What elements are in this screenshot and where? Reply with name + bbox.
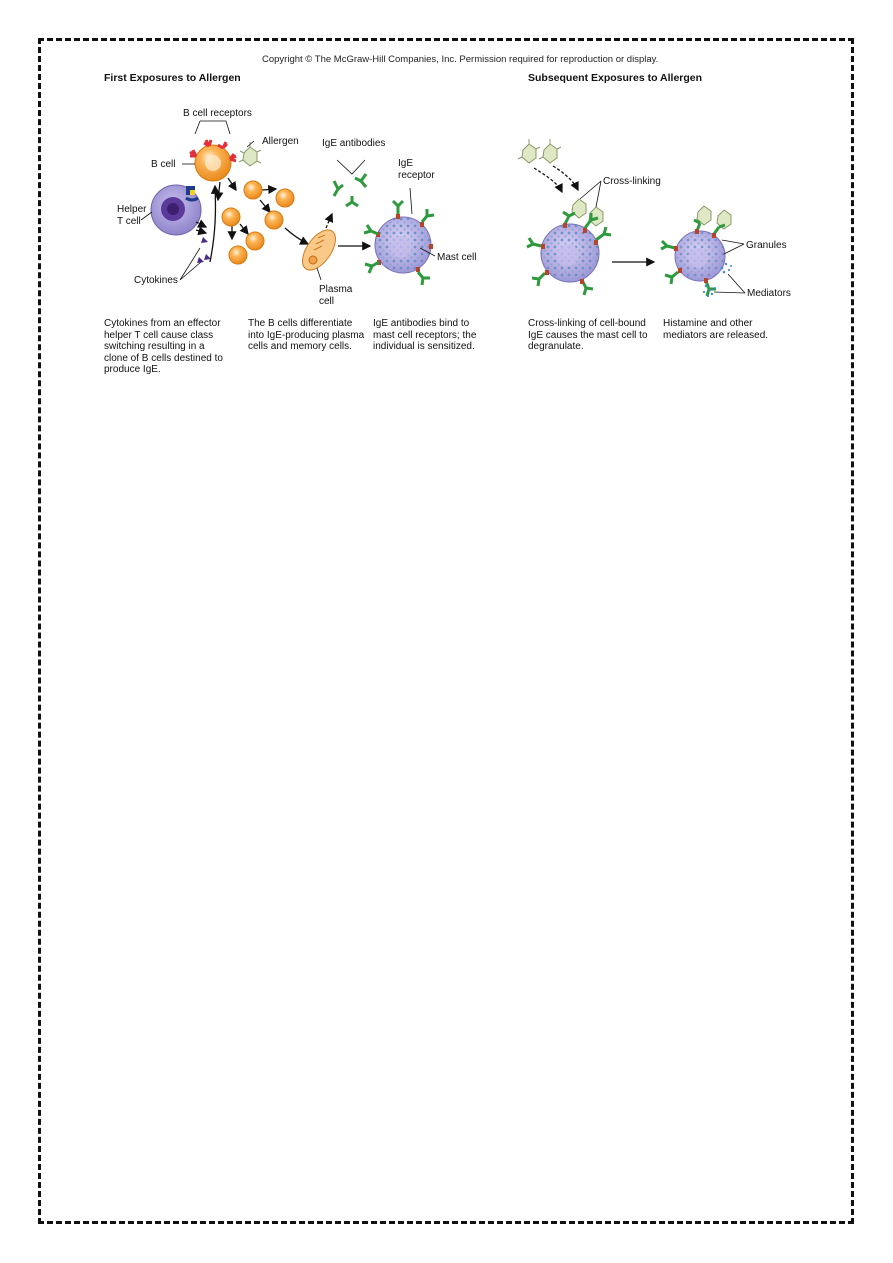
- caption-cross-linking: Cross-linking of cell-bound IgE causes the mast cell to degranulate.: [528, 318, 648, 352]
- label-ige-receptor-line2: receptor: [398, 170, 435, 181]
- label-cross-linking: Cross-linking: [603, 176, 661, 187]
- label-cytokines: Cytokines: [134, 275, 178, 286]
- caption-ige-bind: IgE antibodies bind to mast cell receptors; the individual is sensitized.: [373, 318, 477, 352]
- label-b-cell-receptors: B cell receptors: [183, 108, 252, 119]
- label-mediators: Mediators: [747, 288, 791, 299]
- ige-antibody-icon: [334, 174, 366, 206]
- label-b-cell: B cell: [151, 159, 176, 170]
- label-ige-antibodies: IgE antibodies: [322, 138, 386, 149]
- caption-b-cells-differentiate: The B cells differentiate into IgE-producing plasma cells and memory cells.: [248, 318, 365, 352]
- copyright-notice: Copyright © The McGraw-Hill Companies, Inc. Permission required for reproduction or display.: [262, 54, 659, 65]
- label-helper-t-cell-line2: T cell: [117, 216, 141, 227]
- incoming-allergen-icon: [518, 139, 561, 163]
- cross-linked-allergen-icon: [572, 199, 603, 226]
- label-allergen: Allergen: [262, 136, 299, 147]
- label-plasma-cell-line1: Plasma: [319, 284, 353, 295]
- label-plasma-cell-line2: cell: [319, 296, 335, 307]
- mast-cell-degranulating: [541, 224, 599, 282]
- b-cell: [195, 145, 231, 181]
- label-ige-receptor-line1: IgE: [398, 158, 414, 169]
- caption-cytokines: Cytokines from an effector helper T cell cause class switching resulting in a clone of B cells destined to produce IgE.: [104, 318, 223, 375]
- allergen-icon: [239, 142, 261, 166]
- mast-cell-after-release: [675, 231, 725, 281]
- label-granules: Granules: [746, 240, 787, 251]
- heading-first-exposures: First Exposures to Allergen: [104, 72, 241, 84]
- plasma-cell: [296, 224, 342, 275]
- heading-subsequent-exposures: Subsequent Exposures to Allergen: [528, 72, 703, 84]
- caption-histamine-release: Histamine and other mediators are released.: [663, 318, 769, 341]
- label-mast-cell: Mast cell: [437, 252, 477, 263]
- label-helper-t-cell-line1: Helper: [117, 204, 147, 215]
- b-cell-clone: [222, 181, 294, 264]
- released-allergen-icon: [697, 206, 731, 229]
